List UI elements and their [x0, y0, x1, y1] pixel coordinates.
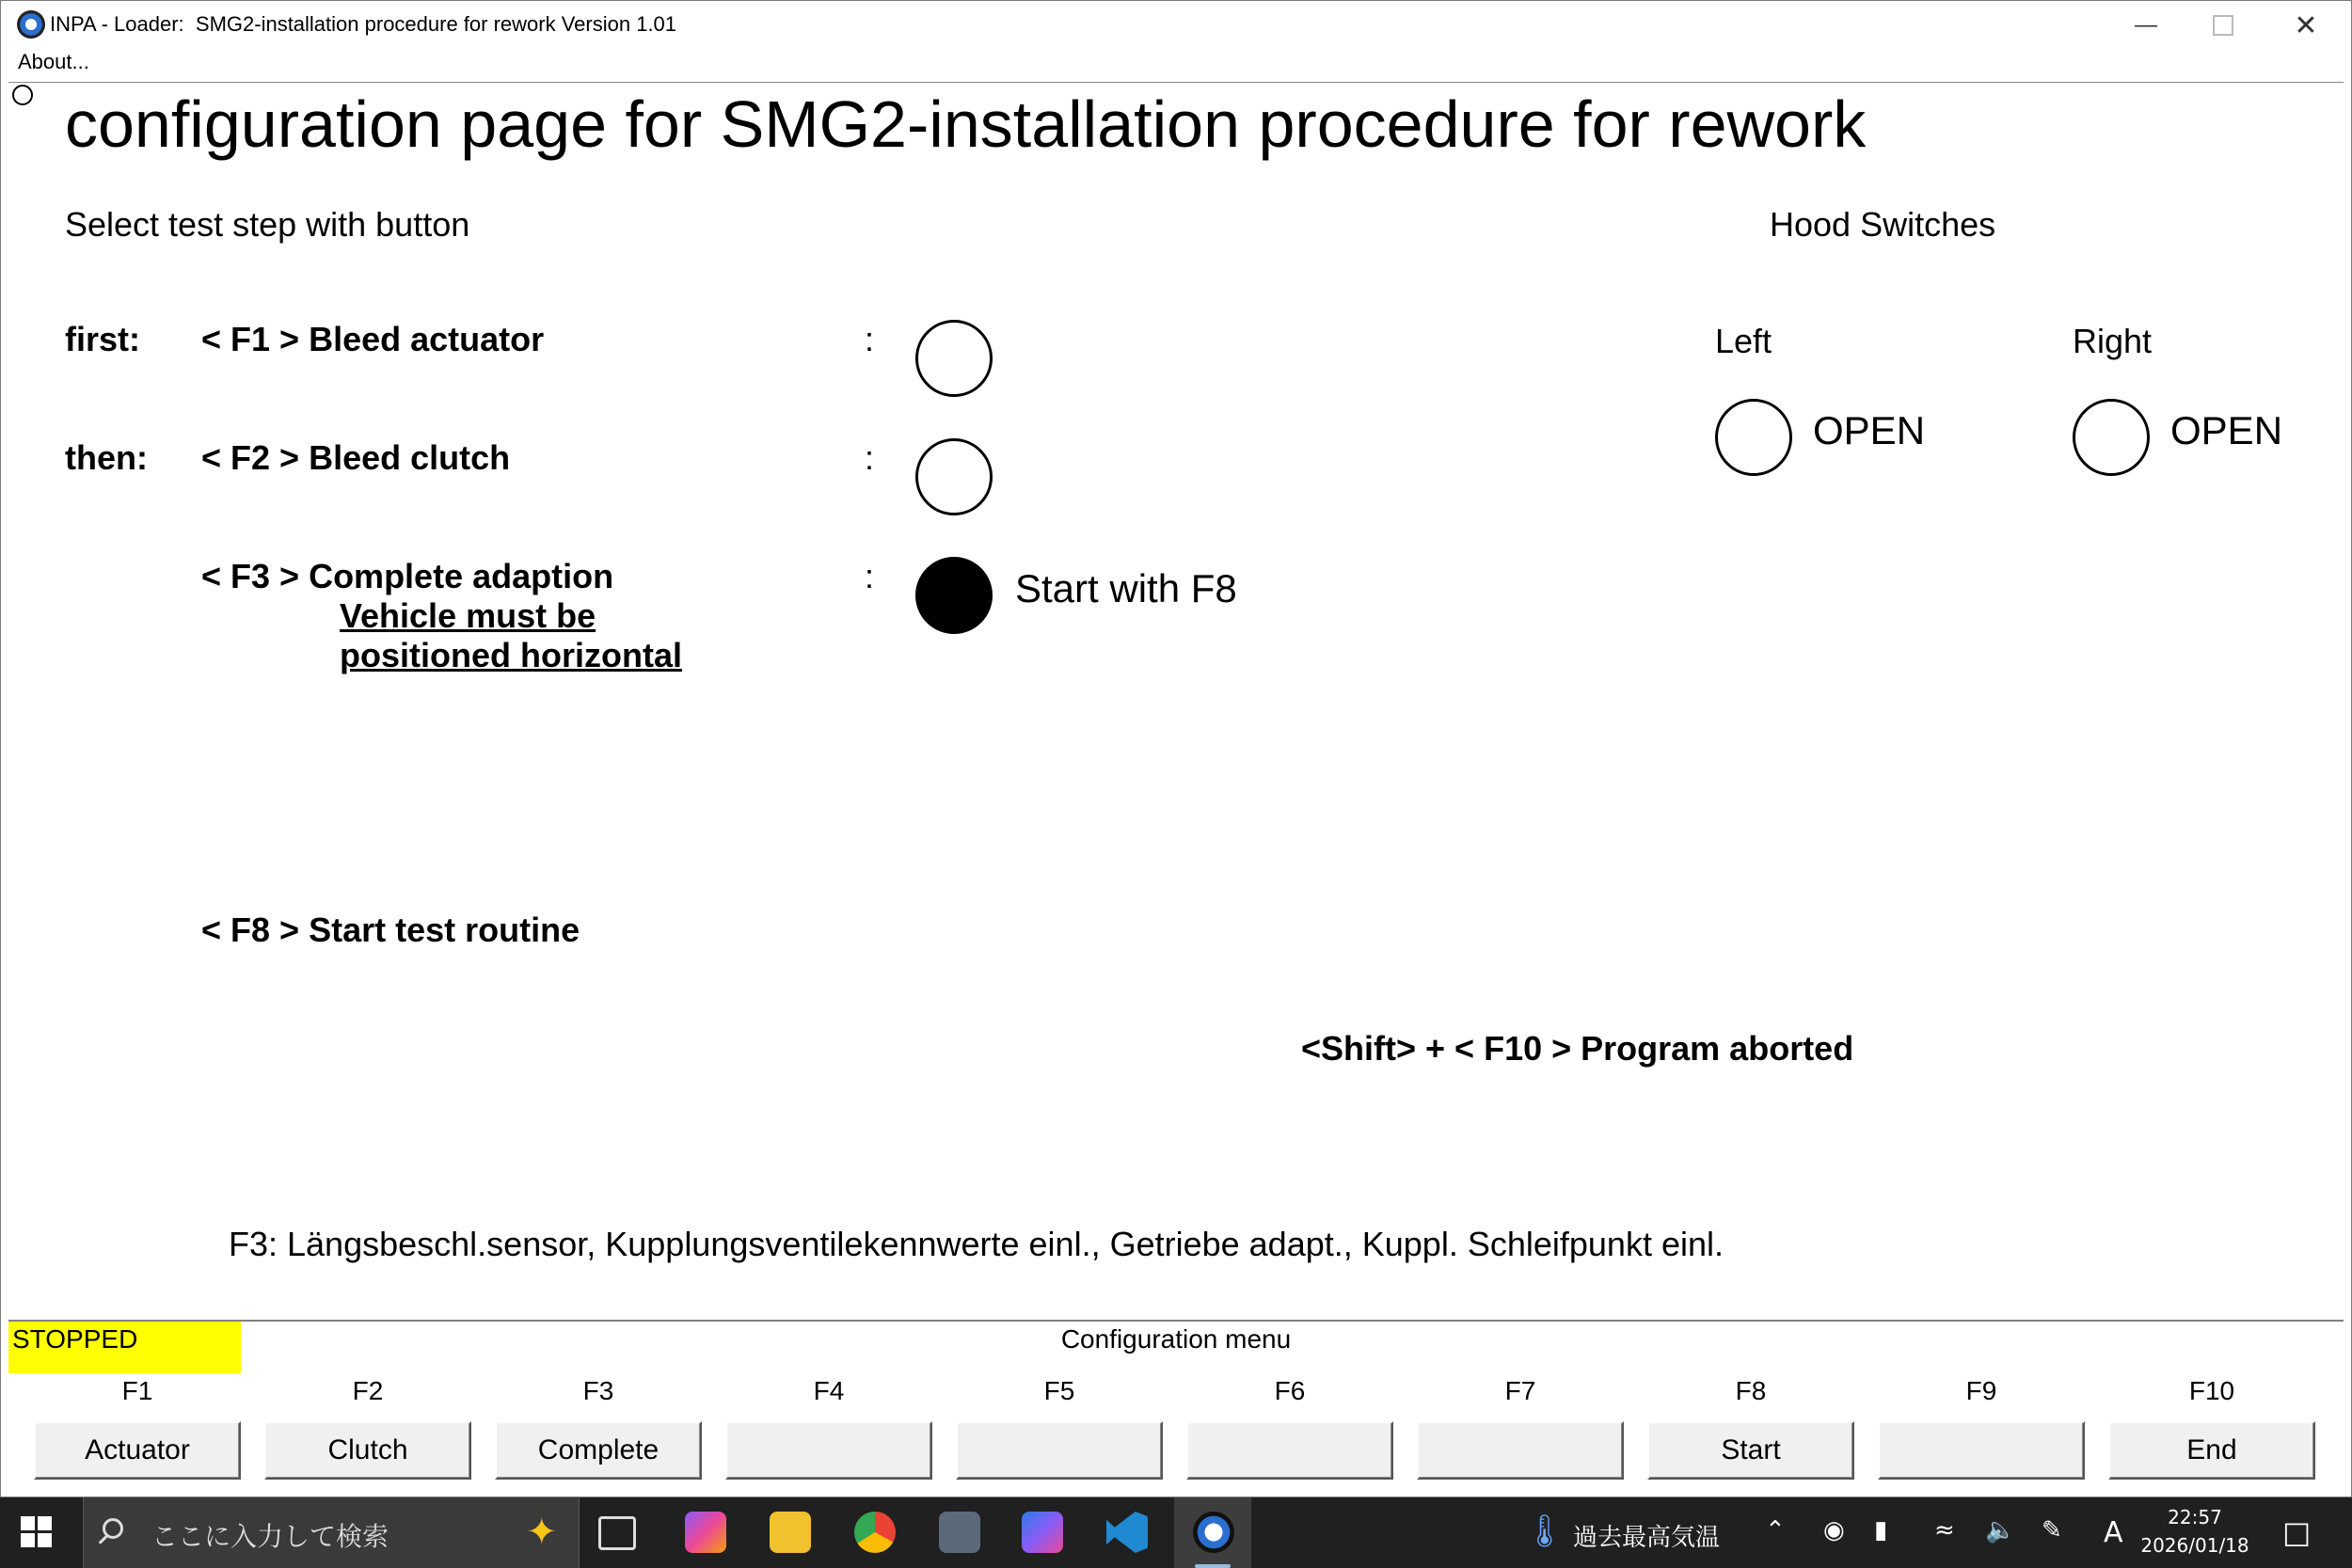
window-title: INPA - Loader: SMG2-installation procedure for rework Version 1.01	[50, 12, 677, 36]
close-icon: ✕	[2294, 9, 2318, 41]
status-badge: STOPPED	[8, 1322, 241, 1373]
hood-switches-title: Hood Switches	[1770, 205, 1996, 244]
windows-start-icon[interactable]	[21, 1516, 53, 1548]
pen-icon[interactable]: ✎	[2042, 1516, 2062, 1544]
fkey-label-f10: F10	[2188, 1376, 2235, 1405]
notification-icon[interactable]: □	[2282, 1514, 2312, 1550]
step3-indicator	[915, 557, 993, 634]
minimize-icon: —	[2135, 12, 2157, 38]
status-area	[8, 1320, 2344, 1497]
menu-bar	[1, 50, 2351, 80]
f8-start-button[interactable]: Start	[1647, 1421, 1854, 1480]
fkey-label-f2: F2	[352, 1376, 384, 1405]
step1-prefix: first:	[65, 320, 140, 358]
step3-colon: :	[865, 557, 875, 595]
bmw-icon	[1193, 1512, 1234, 1553]
f3-description: F3: Längsbeschl.sensor, Kupplungsventilekennwerte einl., Getriebe adapt., Kuppl. Schleifpunkt einl.	[229, 1225, 1724, 1263]
camera-icon[interactable]: ◉	[1823, 1516, 1845, 1544]
f1-actuator-button[interactable]: Actuator	[34, 1421, 241, 1480]
step1-colon: :	[865, 320, 875, 358]
app-icon[interactable]	[939, 1512, 980, 1553]
volume-icon[interactable]: 🔈	[1985, 1516, 2016, 1544]
fkey-label-f6: F6	[1274, 1376, 1306, 1405]
step1-label: < F1 > Bleed actuator	[201, 320, 545, 358]
step1-indicator	[915, 320, 993, 397]
task-view-icon[interactable]	[598, 1516, 636, 1550]
menu-about[interactable]: About...	[18, 50, 89, 73]
hood-left-state: OPEN	[1813, 408, 1926, 452]
config-page	[8, 82, 2344, 1321]
step2-prefix: then:	[65, 438, 148, 477]
hood-left-indicator	[1715, 399, 1792, 476]
ime-indicator[interactable]: A	[2104, 1516, 2123, 1549]
battery-icon[interactable]: ▮	[1874, 1516, 1888, 1544]
search-icon	[103, 1518, 123, 1539]
m365-copilot-icon[interactable]	[1022, 1512, 1063, 1553]
title-bar[interactable]	[1, 1, 2351, 50]
hood-left-label: Left	[1715, 322, 1772, 360]
fkey-label-f1: F1	[121, 1376, 153, 1405]
f3-complete-button[interactable]: Complete	[495, 1421, 702, 1480]
step2-indicator	[915, 438, 993, 515]
maximize-icon	[2213, 15, 2233, 36]
f6-button[interactable]	[1186, 1421, 1393, 1480]
maximize-button[interactable]	[2185, 1, 2261, 50]
fkey-label-f7: F7	[1504, 1376, 1536, 1405]
fkey-label-f8: F8	[1735, 1376, 1767, 1405]
close-button[interactable]	[2268, 1, 2344, 50]
clock-date: 2026/01/18	[2140, 1534, 2249, 1557]
weather-text[interactable]: 過去最高気温	[1573, 1524, 1721, 1552]
inpa-taskbar-button[interactable]	[1174, 1497, 1251, 1568]
hood-right-indicator	[2073, 399, 2150, 476]
step2-colon: :	[865, 438, 875, 477]
f7-button[interactable]	[1417, 1421, 1624, 1480]
taskbar-search-box[interactable]	[83, 1497, 580, 1568]
file-explorer-icon[interactable]	[770, 1512, 811, 1553]
hood-right-state: OPEN	[2170, 408, 2283, 452]
bmw-app-icon	[17, 10, 45, 39]
f4-button[interactable]	[725, 1421, 932, 1480]
fkey-label-f4: F4	[813, 1376, 845, 1405]
hood-right-label: Right	[2073, 322, 2153, 360]
clock-time: 22:57	[2168, 1506, 2222, 1528]
wifi-icon[interactable]: ≈	[1934, 1516, 1955, 1544]
vscode-icon[interactable]	[1106, 1512, 1148, 1553]
step2-label: < F2 > Bleed clutch	[201, 438, 511, 477]
page-title: configuration page for SMG2-installation procedure for rework	[65, 87, 1867, 161]
thermometer-icon[interactable]: 🌡	[1524, 1513, 1565, 1550]
active-indicator	[1195, 1564, 1231, 1568]
start-routine-text: < F8 > Start test routine	[201, 911, 580, 949]
step3-note-line1: Vehicle must be	[340, 596, 596, 635]
abort-text: <Shift> + < F10 > Program aborted	[1301, 1029, 1854, 1068]
clock[interactable]	[2134, 1503, 2256, 1560]
taskbar	[0, 1497, 2352, 1568]
step3-status: Start with F8	[1015, 566, 1237, 610]
step3-label: < F3 > Complete adaption	[201, 557, 614, 595]
f10-end-button[interactable]: End	[2108, 1421, 2315, 1480]
chrome-icon[interactable]	[854, 1512, 896, 1553]
fkey-label-f9: F9	[1965, 1376, 1997, 1405]
select-prompt: Select test step with button	[65, 205, 470, 244]
f9-button[interactable]	[1878, 1421, 2085, 1480]
f5-button[interactable]	[956, 1421, 1163, 1480]
step3-note-line2: positioned horizontal	[340, 636, 682, 674]
corner-circle-icon	[12, 85, 33, 105]
search-placeholder: ここに入力して検索	[151, 1521, 389, 1552]
fkey-label-f3: F3	[582, 1376, 614, 1405]
sparkle-icon: ✦	[526, 1512, 558, 1553]
f2-clutch-button[interactable]: Clutch	[264, 1421, 471, 1480]
chevron-up-icon[interactable]: ⌃	[1765, 1516, 1786, 1544]
configuration-menu-title: Configuration menu	[1060, 1324, 1292, 1354]
minimize-button[interactable]	[2108, 1, 2184, 50]
copilot-icon[interactable]	[685, 1512, 726, 1553]
fkey-label-f5: F5	[1043, 1376, 1075, 1405]
